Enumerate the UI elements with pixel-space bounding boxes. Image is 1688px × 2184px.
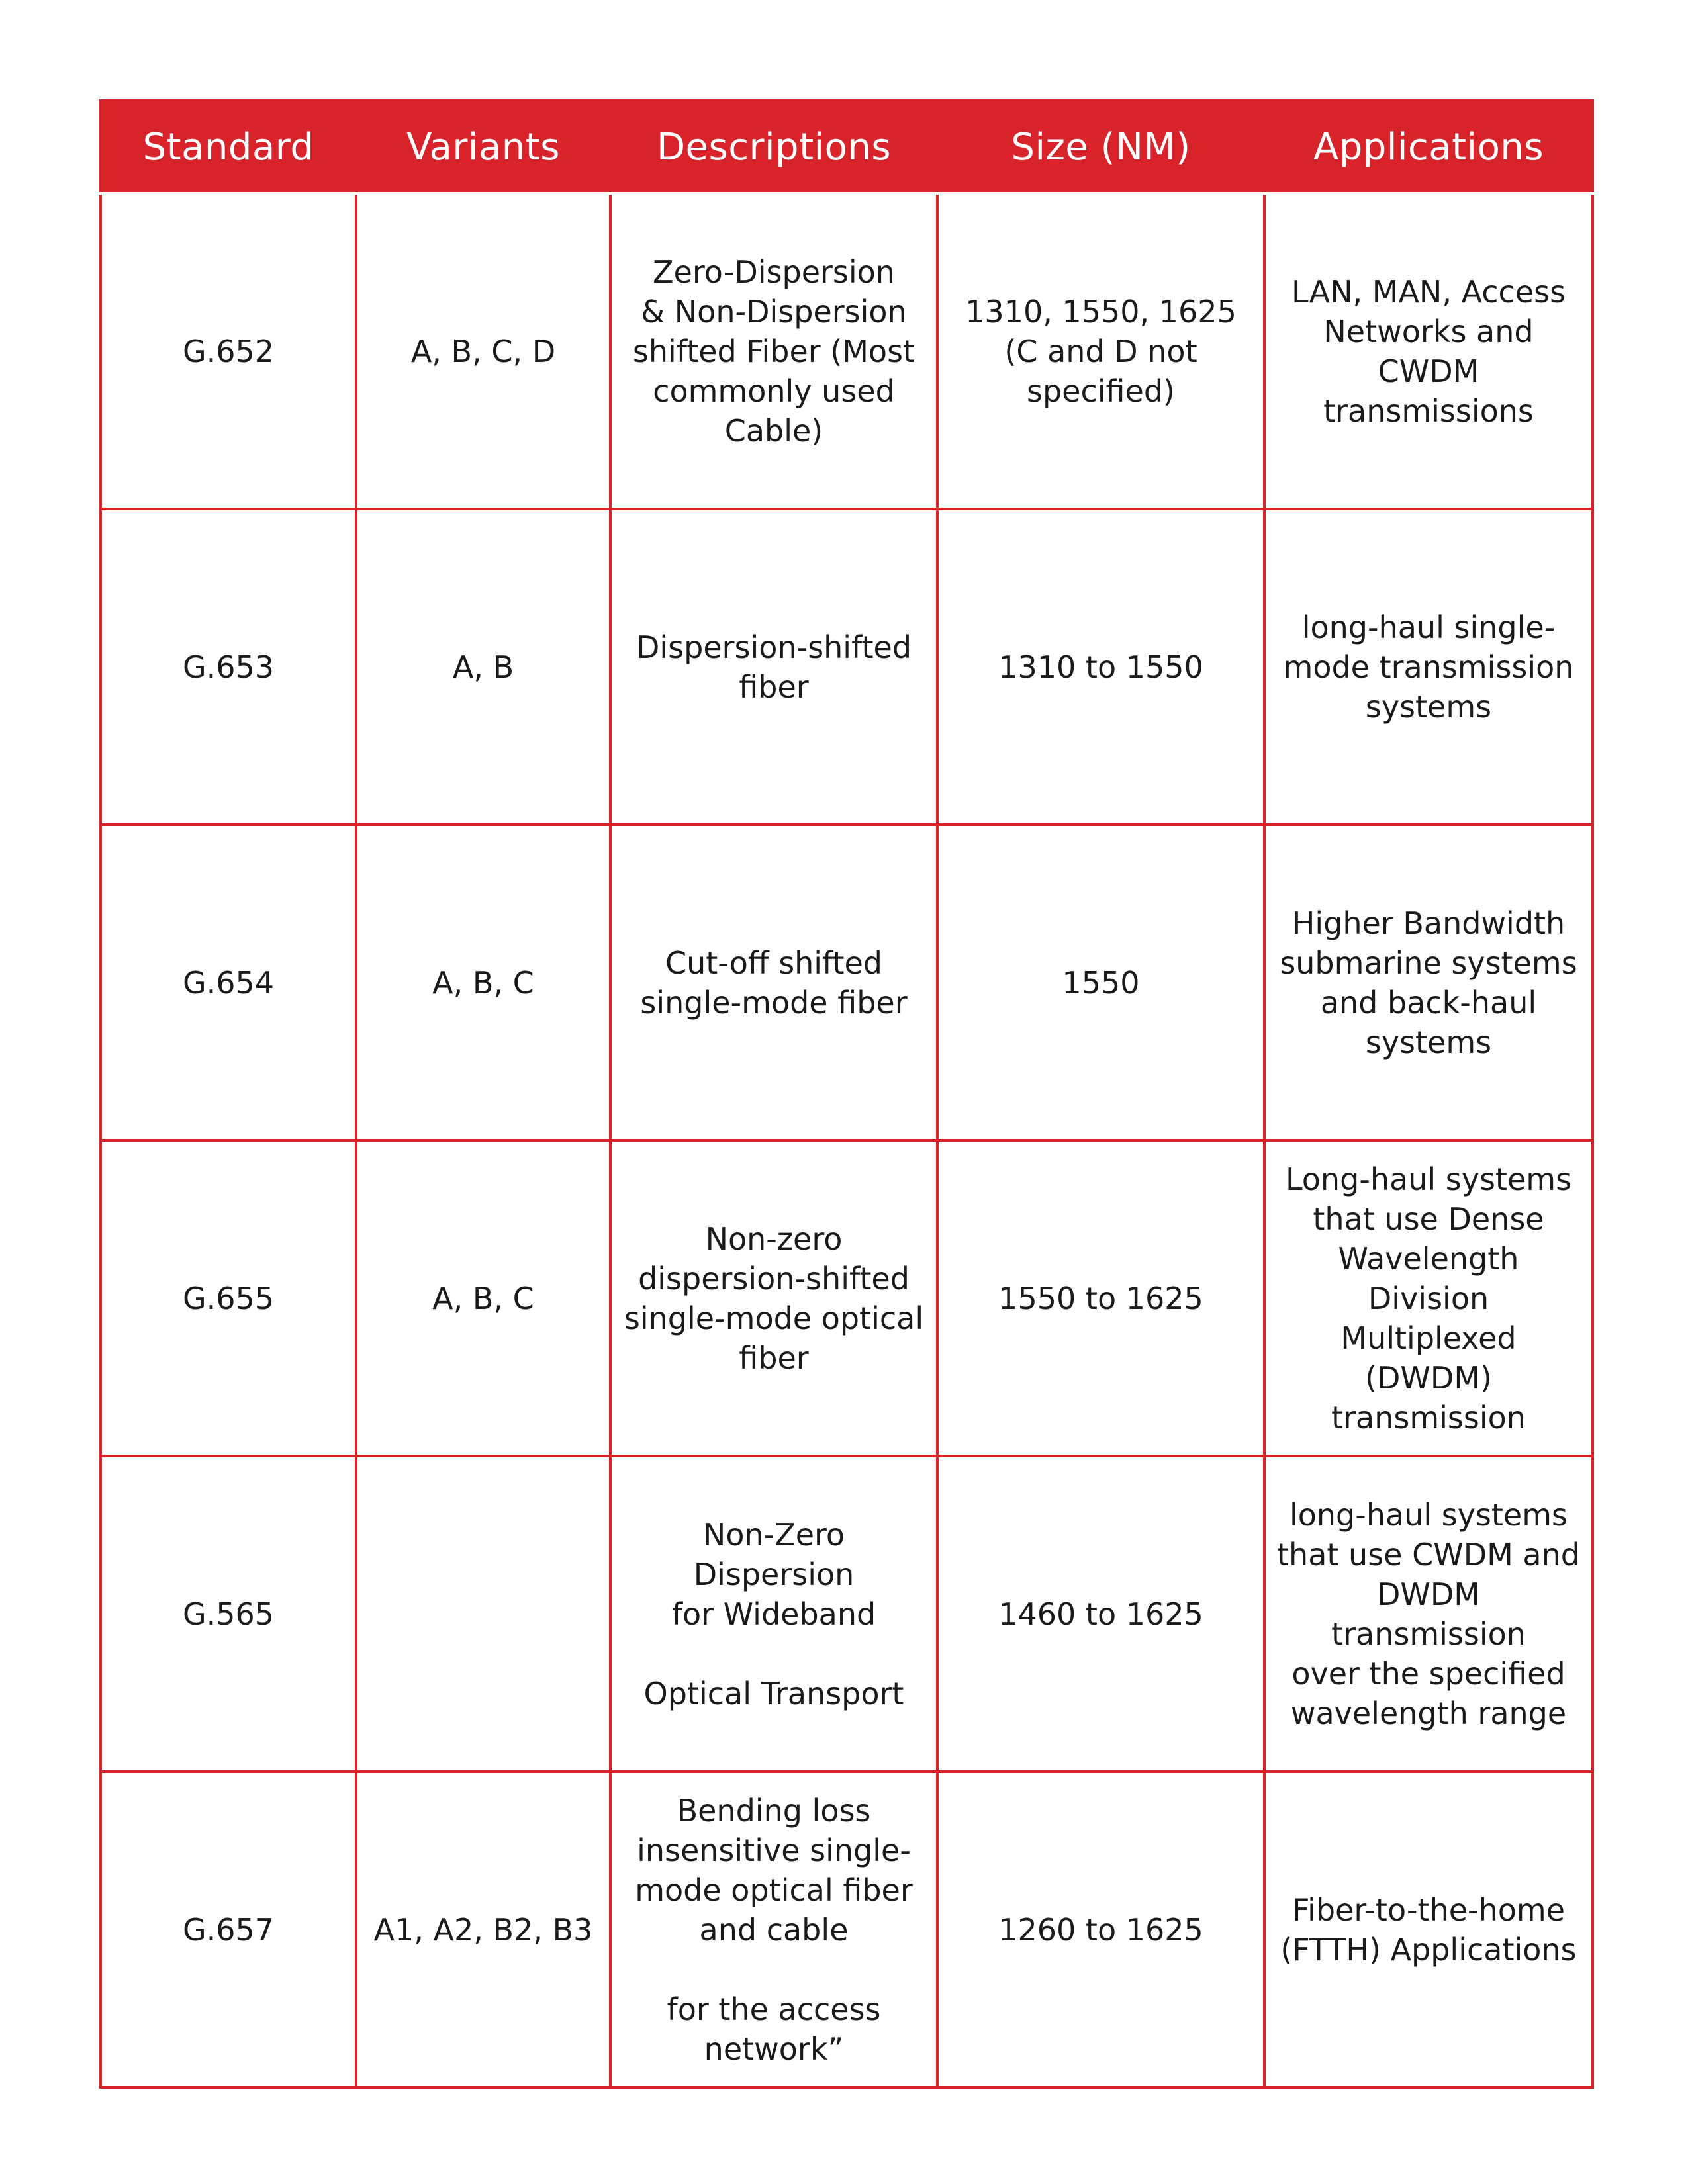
- cell-description: Dispersion-shifted fiber: [610, 509, 937, 825]
- fiber-standards-sheet: [99, 99, 1591, 2087]
- cell-size: 1550 to 1625: [937, 1140, 1264, 1456]
- cell-applications: long-haul single- mode transmission systems: [1264, 509, 1593, 825]
- cell-size: 1310, 1550, 1625 (C and D not specified): [937, 193, 1264, 509]
- table-row: [101, 1456, 1593, 1772]
- header-variants: Variants: [356, 101, 610, 193]
- header-standard: Standard: [101, 101, 356, 193]
- cell-standard: G.565: [101, 1456, 356, 1772]
- cell-size: 1550: [937, 825, 1264, 1140]
- cell-description: Cut-off shifted single-mode fiber: [610, 825, 937, 1140]
- cell-applications: Fiber-to-the-home (FTTH) Applications: [1264, 1772, 1593, 2087]
- header-row: [101, 101, 1593, 193]
- table-row: [101, 825, 1593, 1140]
- fiber-standards-table: [99, 99, 1594, 2089]
- cell-description: Zero-Dispersion & Non-Dispersion shifted Fiber (Most commonly used Cable): [610, 193, 937, 509]
- cell-variants: A1, A2, B2, B3: [356, 1772, 610, 2087]
- cell-applications: Higher Bandwidth submarine systems and back-haul systems: [1264, 825, 1593, 1140]
- cell-size: 1460 to 1625: [937, 1456, 1264, 1772]
- header-size: Size (NM): [937, 101, 1264, 193]
- cell-standard: G.657: [101, 1772, 356, 2087]
- table-row: [101, 1140, 1593, 1456]
- table-header: [101, 101, 1593, 193]
- table-row: [101, 193, 1593, 509]
- header-descriptions: Descriptions: [610, 101, 937, 193]
- cell-applications: long-haul systems that use CWDM and DWDM transmission over the specified wavelength range: [1264, 1456, 1593, 1772]
- cell-standard: G.653: [101, 509, 356, 825]
- cell-description: Non-Zero Dispersion for Wideband Optical Transport: [610, 1456, 937, 1772]
- table-row: [101, 1772, 1593, 2087]
- cell-size: 1260 to 1625: [937, 1772, 1264, 2087]
- cell-size: 1310 to 1550: [937, 509, 1264, 825]
- cell-applications: Long-haul systems that use Dense Wavelength Division Multiplexed (DWDM) transmission: [1264, 1140, 1593, 1456]
- cell-applications: LAN, MAN, Access Networks and CWDM transmissions: [1264, 193, 1593, 509]
- cell-variants: A, B, C: [356, 825, 610, 1140]
- header-applications: Applications: [1264, 101, 1593, 193]
- cell-standard: G.654: [101, 825, 356, 1140]
- cell-standard: G.655: [101, 1140, 356, 1456]
- cell-variants: A, B, C: [356, 1140, 610, 1456]
- table-body: [101, 193, 1593, 2087]
- cell-variants: A, B, C, D: [356, 193, 610, 509]
- table-row: [101, 509, 1593, 825]
- cell-variants: A, B: [356, 509, 610, 825]
- cell-description: Bending loss insensitive single- mode optical fiber and cable for the access network”: [610, 1772, 937, 2087]
- cell-variants: [356, 1456, 610, 1772]
- cell-description: Non-zero dispersion-shifted single-mode optical fiber: [610, 1140, 937, 1456]
- cell-standard: G.652: [101, 193, 356, 509]
